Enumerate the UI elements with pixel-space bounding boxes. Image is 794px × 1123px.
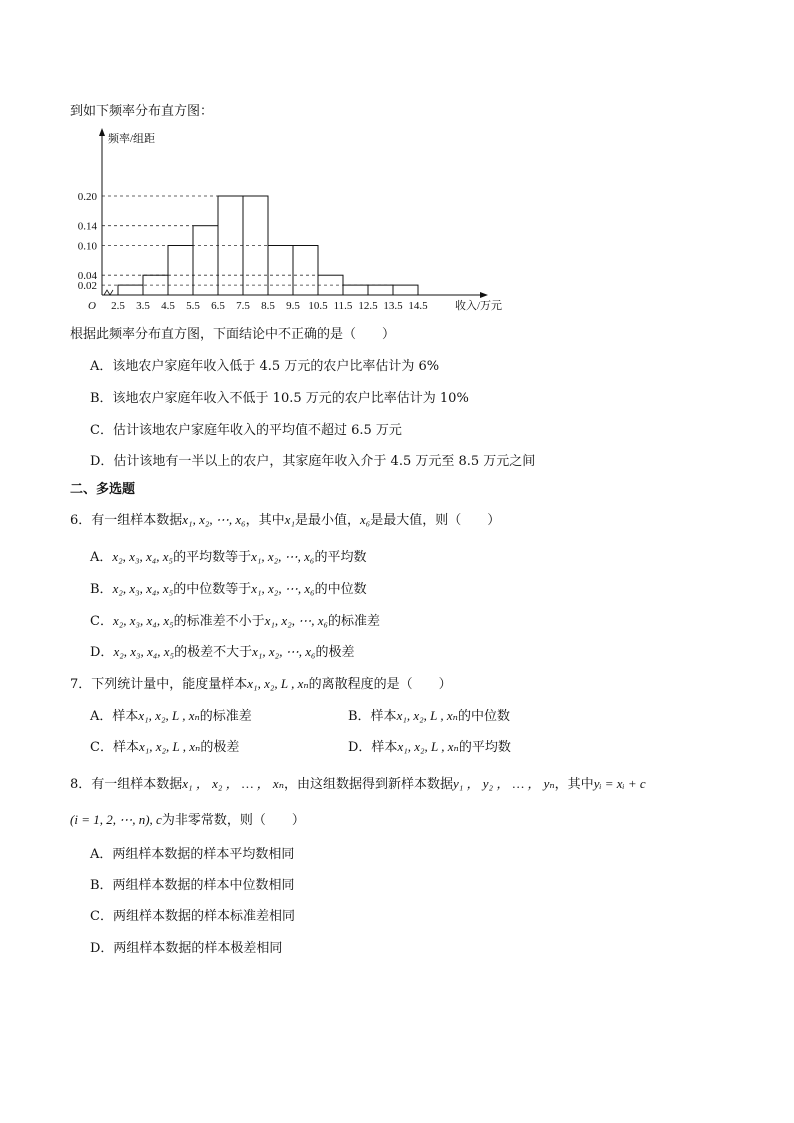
y-axis-arrow <box>99 128 105 136</box>
q6-mid1: ，其中 <box>245 513 285 528</box>
x-tick-label: 6.5 <box>211 300 225 312</box>
q7-tail: 的离散程度的是（ ） <box>308 677 452 692</box>
x-tick-label: 2.5 <box>111 300 125 312</box>
q6-a-tail: 的平均数 <box>314 550 367 565</box>
q8-stem <box>70 775 646 794</box>
q8-condition <box>70 811 305 830</box>
x-tick-label: 12.5 <box>358 300 378 312</box>
q6-x6: x₆ <box>359 512 371 527</box>
y-tick-label: 0.14 <box>77 220 97 233</box>
q6-seq: x₁, x₂, ⋯, x₆ <box>182 512 246 527</box>
q6-b-label: B． <box>90 582 113 597</box>
q6-a-sub: x₂, x₃, x₄, x₅ <box>112 549 174 564</box>
q8-option-c: C．两组样本数据的样本标准差相同 <box>90 909 295 924</box>
q7-a-pre: A．样本 <box>90 709 139 724</box>
x-tick-label: 13.5 <box>383 300 403 312</box>
q8-xs: x₁ ， x₂ ， … ， xₙ <box>182 776 284 791</box>
histogram-bar <box>193 226 218 295</box>
q7-option-d <box>348 738 511 757</box>
q8-mid2: ，其中 <box>554 777 594 792</box>
q8-cond: (i = 1, 2, ⋯, n), c <box>70 812 162 827</box>
y-tick-label: 0.20 <box>77 191 97 203</box>
q7-b-post: 的中位数 <box>457 709 510 724</box>
q5-stem: 根据此频率分布直方图，下面结论中不正确的是（ ） <box>70 327 396 342</box>
q6-option-b <box>90 580 367 599</box>
q6-a-full: x₁, x₂, ⋯, x₆ <box>251 549 315 564</box>
q6-num: 6．有一组样本数据 <box>70 513 183 528</box>
q6-b-full: x₁, x₂, ⋯, x₆ <box>251 581 315 596</box>
q7-stem <box>70 675 452 694</box>
y-tick-label: 0.04 <box>77 270 97 283</box>
q8-option-b: B．两组样本数据的样本中位数相同 <box>90 878 295 893</box>
x-tick-label: 7.5 <box>236 300 250 312</box>
q7-c-pre: C．样本 <box>90 740 139 755</box>
y-tick-label: 0.10 <box>77 240 97 253</box>
q7-c-post: 的极差 <box>200 740 240 755</box>
frequency-histogram <box>70 126 520 318</box>
q8-num: 8．有一组样本数据 <box>70 777 183 792</box>
q8-cond-tail: 为非零常数，则（ ） <box>161 813 305 828</box>
q6-mid2: 是最小值， <box>294 513 360 528</box>
q5-option-c: C．估计该地农户家庭年收入的平均值不超过 6.5 万元 <box>90 423 402 438</box>
q6-c-label: C． <box>90 614 113 629</box>
histogram-bar <box>118 285 143 295</box>
q5-option-d: D．估计该地有一半以上的农户，其家庭年收入介于 4.5 万元至 8.5 万元之间 <box>90 454 536 469</box>
q6-c-full: x₁, x₂, ⋯, x₆ <box>264 613 329 628</box>
y-axis-label: 频率/组距 <box>108 133 156 145</box>
x-tick-label: 5.5 <box>186 300 200 312</box>
histogram-bar <box>268 246 293 296</box>
q6-b-tail: 的中位数 <box>314 582 367 597</box>
histogram-bar <box>168 246 193 296</box>
q7-d-pre: D．样本 <box>348 740 398 755</box>
x-tick-label: 9.5 <box>286 300 300 312</box>
axis-break-mark <box>104 290 113 295</box>
q5-option-a: A．该地农户家庭年收入低于 4.5 万元的农户比率估计为 6% <box>90 359 440 374</box>
q8-mid: ，由这组数据得到新样本数据 <box>283 777 453 792</box>
q8-option-a: A．两组样本数据的样本平均数相同 <box>90 847 295 862</box>
q6-x1: x₁ <box>284 512 295 527</box>
q6-a-label: A． <box>90 550 113 565</box>
q6-d-mid: 的极差不大于 <box>174 645 253 660</box>
histogram-bar <box>368 285 393 295</box>
origin-label: O <box>88 300 96 312</box>
q7-num: 7．下列统计量中，能度量样本 <box>70 677 248 692</box>
intro-text: 到如下频率分布直方图： <box>70 104 214 119</box>
q7-option-a <box>90 707 252 726</box>
x-tick-label: 11.5 <box>333 300 353 312</box>
q6-option-a <box>90 548 366 567</box>
q7-sample: x₁, x₂, L , xₙ <box>247 676 309 691</box>
q7-d-post: 的平均数 <box>458 740 511 755</box>
histogram-bar <box>293 246 318 296</box>
q6-d-full: x₁, x₂, ⋯, x₆ <box>252 644 316 659</box>
q5-option-b: B．该地农户家庭年收入不低于 10.5 万元的农户比率估计为 10% <box>90 391 469 406</box>
q6-b-mid: 的中位数等于 <box>173 582 252 597</box>
q8-formula: yᵢ = xᵢ + c <box>593 776 646 791</box>
q6-stem <box>70 511 500 530</box>
q7-d-sample: x₁, x₂, L , xₙ <box>397 739 459 754</box>
q8-ys: y₁ ， y₂ ， … ， yₙ <box>452 776 555 791</box>
q6-c-mid: 的标准差不小于 <box>173 614 265 629</box>
q6-d-label: D． <box>90 645 114 660</box>
q6-c-tail: 的标准差 <box>328 614 381 629</box>
x-tick-label: 4.5 <box>161 300 175 312</box>
histogram-bar <box>343 285 368 295</box>
q6-b-sub: x₂, x₃, x₄, x₅ <box>112 581 174 596</box>
section-heading: 二、多选题 <box>70 482 136 497</box>
x-tick-label: 3.5 <box>136 300 150 312</box>
y-tick-label: 0.02 <box>77 280 97 293</box>
x-tick-label: 8.5 <box>261 300 275 312</box>
q7-a-post: 的标准差 <box>199 709 252 724</box>
x-tick-label: 10.5 <box>308 300 328 312</box>
q7-option-b <box>348 707 510 726</box>
x-axis-label: 收入/万元 <box>455 300 503 312</box>
q6-option-d <box>90 643 355 662</box>
q7-b-sample: x₁, x₂, L , xₙ <box>396 708 458 723</box>
q7-option-c <box>90 738 239 757</box>
q7-b-pre: B．样本 <box>348 709 397 724</box>
q6-d-sub: x₂, x₃, x₄, x₅ <box>113 644 175 659</box>
x-axis-arrow <box>480 292 488 298</box>
q6-d-tail: 的极差 <box>315 645 355 660</box>
q6-tail: 是最大值，则（ ） <box>370 513 501 528</box>
q8-option-d: D．两组样本数据的样本极差相同 <box>90 941 283 956</box>
q7-c-sample: x₁, x₂, L , xₙ <box>138 739 201 754</box>
histogram-bar <box>393 285 418 295</box>
x-tick-label: 14.5 <box>408 300 428 312</box>
q6-c-sub: x₂, x₃, x₄, x₅ <box>112 613 174 628</box>
q6-a-mid: 的平均数等于 <box>173 550 252 565</box>
q6-option-c <box>90 612 380 631</box>
q7-a-sample: x₁, x₂, L , xₙ <box>138 708 200 723</box>
